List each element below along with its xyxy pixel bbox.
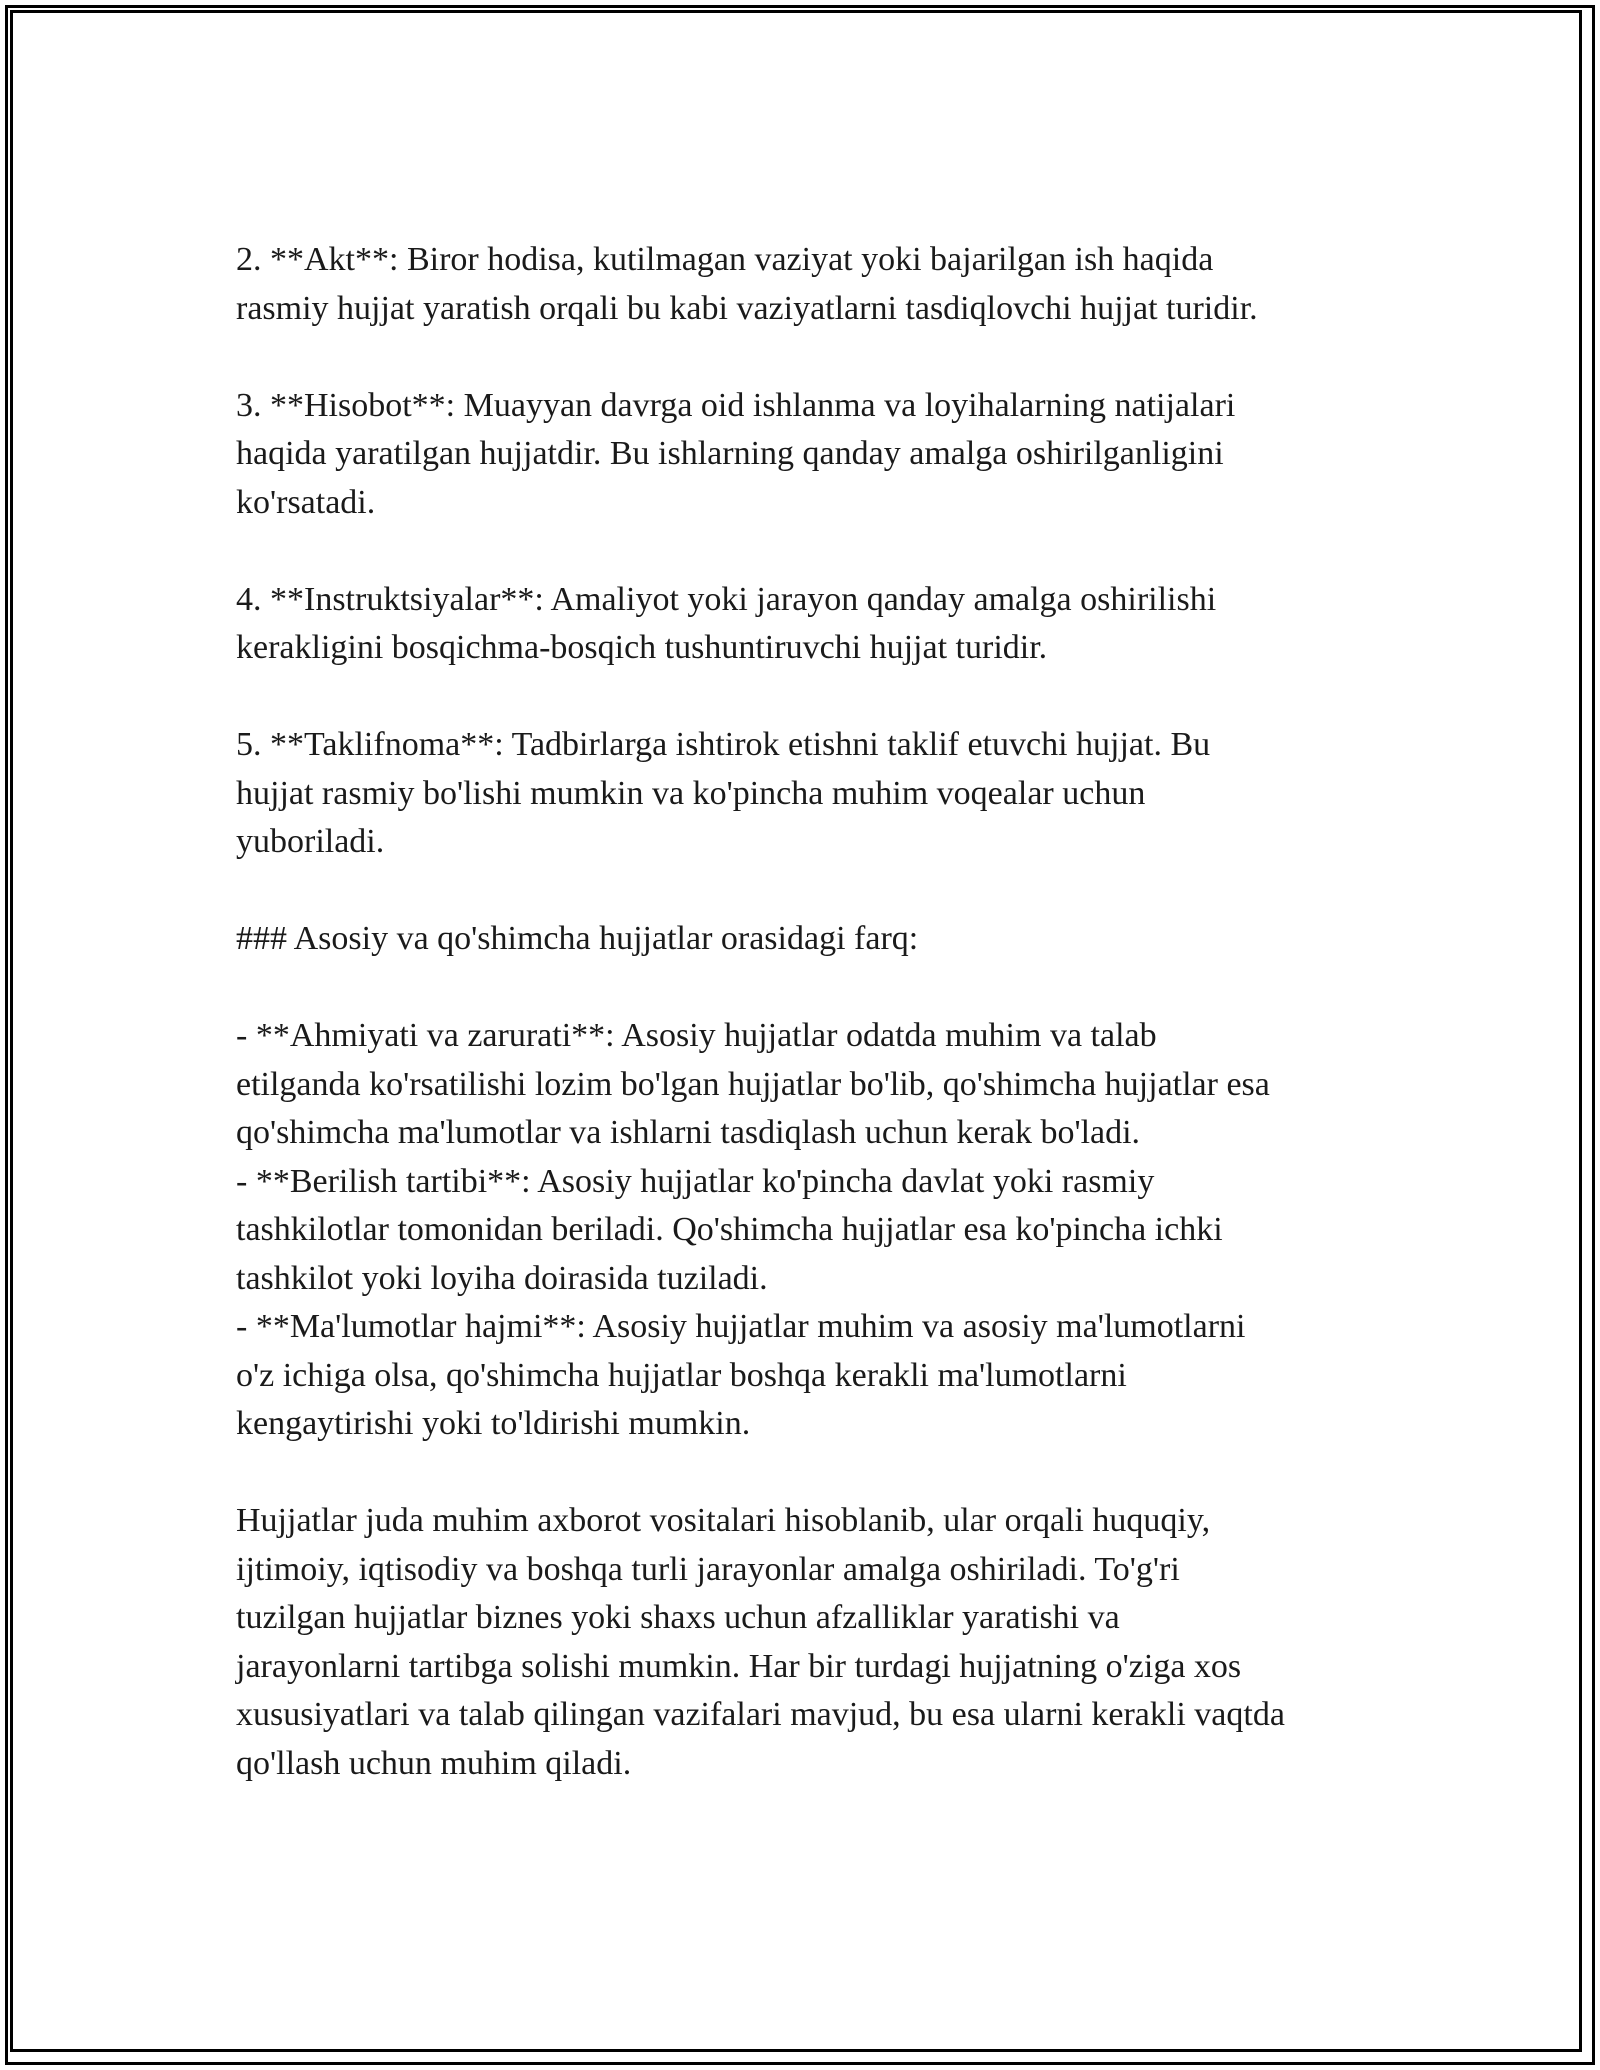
list-item-line: tashkilot yoki loyiha doirasida tuziladi. [236, 1259, 768, 1297]
text-line: 3. **Hisobot**: Muayyan davrga oid ishlanma va loyihalarning natijalari [236, 386, 1236, 424]
text-line: 2. **Akt**: Biror hodisa, kutilmagan vaziyat yoki bajarilgan ish haqida [236, 241, 1214, 278]
list-item-line: etilganda ko'rsatilishi lozim bo'lgan hujjatlar bo'lib, qo'shimcha hujjatlar esa [236, 1065, 1270, 1103]
text-line: ko'rsatadi. [236, 483, 376, 521]
paragraph-spacer [236, 964, 1376, 1013]
text-line: kerakligini bosqichma-bosqich tushuntiruvchi hujjat turidir. [236, 629, 1048, 666]
paragraph-conclusion [236, 1497, 1376, 1788]
differences-list [236, 1012, 1376, 1449]
paragraph-spacer [236, 333, 1376, 382]
text-line: qo'llash uchun muhim qiladi. [236, 1744, 632, 1782]
text-line: yuboriladi. [236, 823, 385, 860]
paragraph-spacer [236, 673, 1376, 722]
text-line: jarayonlarni tartibga solishi mumkin. Har bir turdagi hujjatning o'ziga xos [236, 1647, 1242, 1685]
paragraph-hisobot [236, 382, 1376, 528]
text-line: Hujjatlar juda muhim axborot vositalari hisoblanib, ular orqali huquqiy, [236, 1502, 1211, 1539]
list-item-line: - **Ahmiyati va zarurati**: Asosiy hujjatlar odatda muhim va talab [236, 1017, 1157, 1054]
paragraph-taklifnoma [236, 721, 1376, 867]
document-body [236, 236, 1376, 1788]
paragraph-spacer [236, 1449, 1376, 1498]
paragraph-spacer [236, 527, 1376, 576]
text-line: tuzilgan hujjatlar biznes yoki shaxs uchun afzalliklar yaratishi va [236, 1599, 1120, 1636]
list-item-line: qo'shimcha ma'lumotlar va ishlarni tasdiqlash uchun kerak bo'ladi. [236, 1114, 1141, 1151]
paragraph-akt [236, 236, 1376, 333]
list-item-line: - **Ma'lumotlar hajmi**: Asosiy hujjatlar muhim va asosiy ma'lumotlarni [236, 1308, 1246, 1345]
list-item-line: - **Berilish tartibi**: Asosiy hujjatlar ko'pincha davlat yoki rasmiy [236, 1162, 1155, 1200]
section-heading [236, 915, 1376, 964]
text-line: hujjat rasmiy bo'lishi mumkin va ko'pincha muhim voqealar uchun [236, 774, 1146, 812]
paragraph-spacer [236, 867, 1376, 916]
text-line: xususiyatlari va talab qilingan vazifalari mavjud, bu esa ularni kerakli vaqtda [236, 1696, 1285, 1733]
list-item-line: tashkilotlar tomonidan beriladi. Qo'shimcha hujjatlar esa ko'pincha ichki [236, 1211, 1223, 1248]
list-item-line: o'z ichiga olsa, qo'shimcha hujjatlar boshqa kerakli ma'lumotlarni [236, 1356, 1127, 1394]
text-line: haqida yaratilgan hujjatdir. Bu ishlarning qanday amalga oshirilganligini [236, 435, 1224, 472]
paragraph-instruktsiyalar [236, 576, 1376, 673]
heading-text: ### Asosiy va qo'shimcha hujjatlar orasidagi farq: [236, 920, 919, 957]
text-line: 4. **Instruktsiyalar**: Amaliyot yoki jarayon qanday amalga oshirilishi [236, 580, 1217, 618]
list-item-line: kengaytirishi yoki to'ldirishi mumkin. [236, 1405, 751, 1442]
text-line: ijtimoiy, iqtisodiy va boshqa turli jarayonlar amalga oshiriladi. To'g'ri [236, 1550, 1180, 1588]
text-line: 5. **Taklifnoma**: Tadbirlarga ishtirok etishni taklif etuvchi hujjat. Bu [236, 726, 1211, 763]
text-line: rasmiy hujjat yaratish orqali bu kabi vaziyatlarni tasdiqlovchi hujjat turidir. [236, 289, 1258, 327]
